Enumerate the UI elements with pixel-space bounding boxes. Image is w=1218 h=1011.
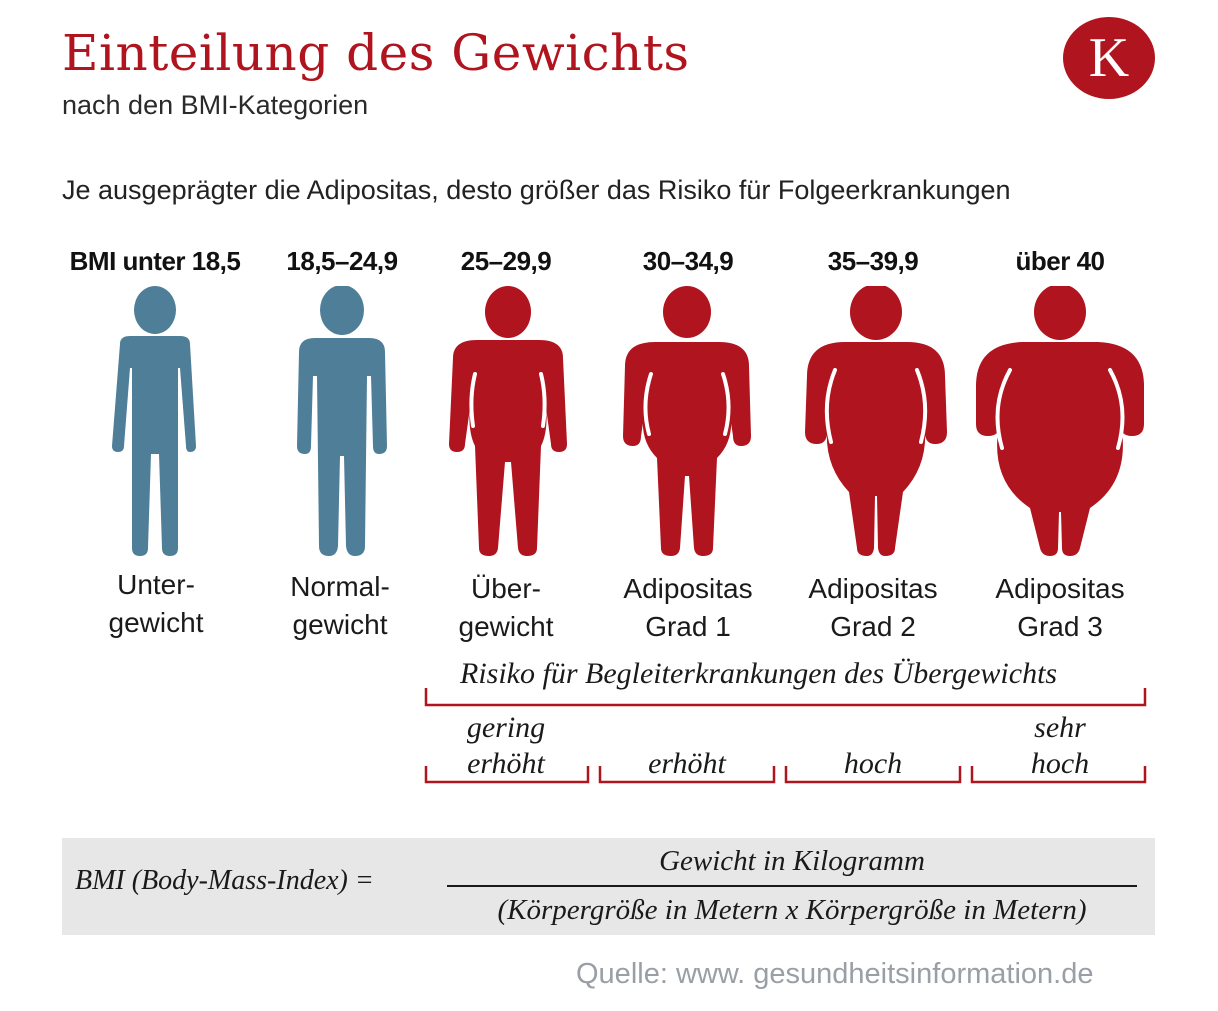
category-label-line1: Adipositas xyxy=(995,573,1125,604)
category-label-line2: Grad 2 xyxy=(830,611,916,642)
category-label-line2: gewicht xyxy=(292,609,388,640)
source-credit: Quelle: www. gesundheitsinformation.de xyxy=(576,958,1094,990)
bmi-range-underweight: BMI unter 18,5 xyxy=(69,246,241,276)
category-label-line1: Unter- xyxy=(117,569,195,600)
risk-level-increased xyxy=(602,746,772,782)
bmi-range-obesity-2: 35–39,9 xyxy=(827,246,919,276)
category-label-line1: Über- xyxy=(470,573,541,604)
page-subtitle: nach den BMI-Kategorien xyxy=(62,90,369,120)
risk-level-line2: hoch xyxy=(843,747,903,780)
category-label-line2: gewicht xyxy=(458,611,554,642)
brand-logo: K xyxy=(1063,17,1155,99)
formula-fraction-line xyxy=(447,885,1137,887)
tagline: Je ausgeprägter die Adipositas, desto größer das Risiko für Folgeerkrankungen xyxy=(62,175,1011,205)
risk-main-bracket xyxy=(426,688,1145,705)
risk-title: Risiko für Begleiterkrankungen des Übergewichts xyxy=(460,657,1058,690)
risk-level-high xyxy=(788,746,958,782)
risk-level-line1: gering xyxy=(466,711,546,744)
risk-level-line2: erhöht xyxy=(648,747,726,780)
bmi-range-normal: 18,5–24,9 xyxy=(286,246,398,276)
category-label-line1: Normal- xyxy=(290,571,390,602)
risk-level-line1: sehr xyxy=(1034,711,1086,744)
bmi-range-obesity-1: 30–34,9 xyxy=(642,246,734,276)
category-label-line1: Adipositas xyxy=(623,573,753,604)
bmi-range-overweight: 25–29,9 xyxy=(460,246,552,276)
risk-level-line2: hoch xyxy=(1030,747,1090,780)
formula-lhs: BMI (Body-Mass-Index) = xyxy=(75,865,374,896)
category-label-line1: Adipositas xyxy=(808,573,938,604)
category-label-line2: Grad 1 xyxy=(645,611,731,642)
page-title: Einteilung des Gewichts xyxy=(62,24,690,82)
bmi-range-obesity-3: über 40 xyxy=(1015,246,1105,276)
risk-level-very-high xyxy=(975,710,1145,782)
category-label-line2: gewicht xyxy=(108,607,204,638)
formula-numerator: Gewicht in Kilogramm xyxy=(659,845,925,877)
category-label-line2: Grad 3 xyxy=(1017,611,1103,642)
risk-level-low xyxy=(421,710,591,782)
formula-denominator: (Körpergröße in Metern x Körpergröße in Metern) xyxy=(497,894,1087,926)
risk-level-line2: erhöht xyxy=(467,747,545,780)
